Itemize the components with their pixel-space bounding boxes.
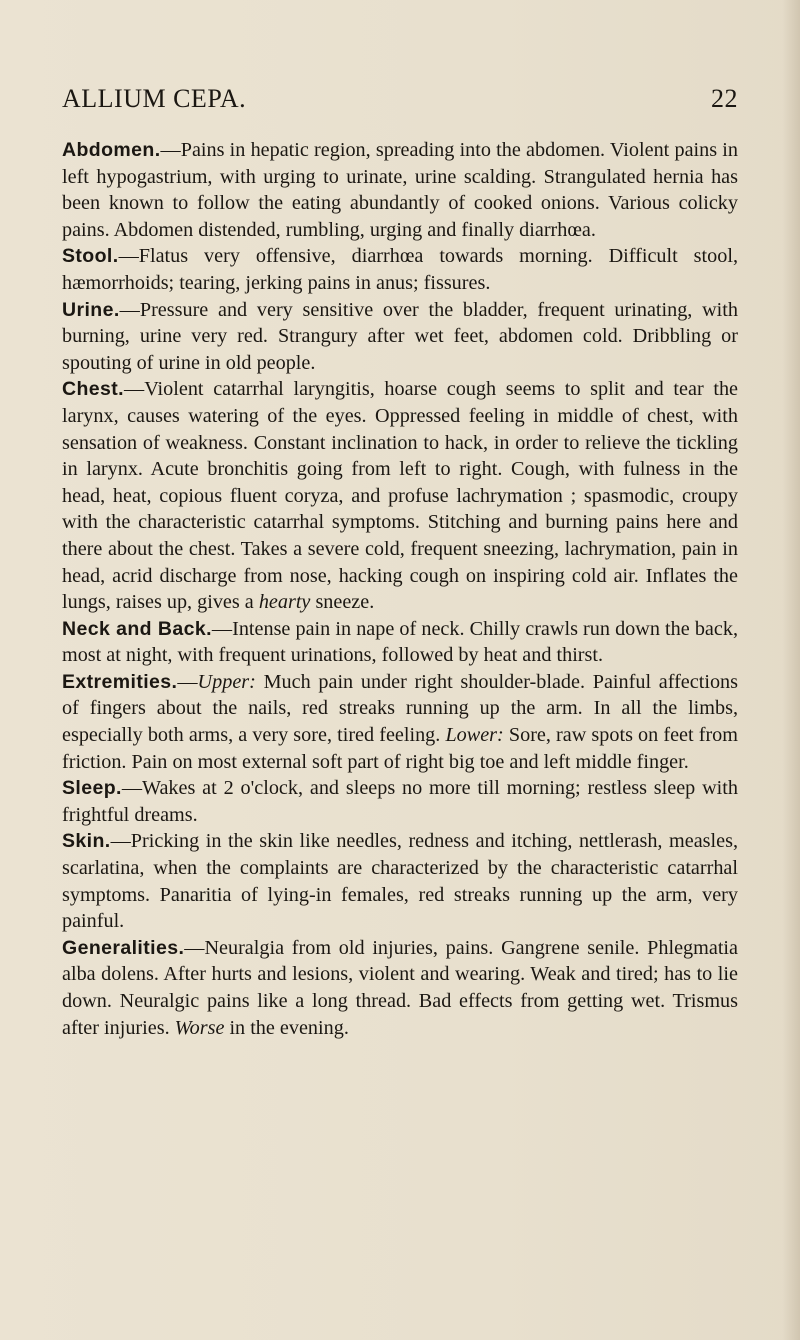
- section-neck-and-back: [62, 616, 738, 669]
- section-generalities: [62, 935, 738, 1041]
- section-text: Much pain under right shoulder-blade. Painful affections of fingers about the nails, red streaks running up the arm. In all the limbs, especially both arms, a very sore, tired feeling.: [62, 670, 738, 747]
- section-heading: Generalities.: [62, 936, 185, 959]
- section-abdomen: [62, 137, 738, 243]
- section-skin: [62, 828, 738, 934]
- section-extremities: [62, 669, 738, 775]
- section-text: —Violent catarrhal laryngitis, hoarse cough seems to split and tear the larynx, causes watering of the eyes. Oppressed feeling in middle of chest, with sensation of weakness. Constant inclination to hack, in order to relieve the tickling in larynx. Acute bronchitis going from left to right. Cough, with fulness in the head, heat, copious fluent coryza, and profuse lachrymation ; spasmodic, croupy with the characteristic catarrhal symptoms. Stitching and burning pains here and there about the chest. Takes a severe cold, frequent sneezing, lachrymation, pain in head, acrid discharge from nose, hacking cough on inspiring cold air. Inflates the lungs, raises up, gives a: [62, 378, 738, 614]
- emphasis-text: hearty: [258, 591, 311, 614]
- section-heading: Neck and Back.: [62, 617, 212, 640]
- section-text: sneeze.: [310, 591, 375, 614]
- emphasis-text: Worse: [174, 1016, 225, 1039]
- section-text: —Pricking in the skin like needles, redness and itching, nettlerash, measles, scarlatina, when the complaints are characterized by the characteristic catarrhal symptoms. Panaritia of lying-in females, red streaks running up the arm, very painful.: [62, 830, 738, 933]
- page-number: 22: [711, 84, 738, 113]
- section-stool: [62, 243, 738, 296]
- lower-label: Lower:: [445, 724, 504, 747]
- dash: —: [177, 670, 198, 693]
- section-text: —Neuralgia from old injuries, pains. Gangrene senile. Phlegmatia alba dolens. After hurts and lesions, violent and wearing. Weak and tired; has to lie down. Neuralgic pains like a long thread. Bad effects from getting wet. Trismus after injuries.: [62, 936, 738, 1039]
- section-text: Sore, raw spots on feet from friction. Pain on most external soft part of right big toe and left middle finger.: [62, 724, 738, 773]
- section-urine: [62, 297, 738, 377]
- section-text: —Flatus very offensive, diarrhœa towards morning. Difficult stool, hæmorrhoids; tearing, jerking pains in anus; fissures.: [62, 245, 738, 294]
- page-edge-shadow: [782, 0, 800, 1340]
- section-heading: Skin.: [62, 830, 111, 853]
- running-title: ALLIUM CEPA.: [62, 84, 247, 113]
- upper-label: Upper:: [197, 670, 256, 693]
- section-heading: Sleep.: [62, 777, 122, 800]
- section-text: —Wakes at 2 o'clock, and sleeps no more till morning; restless sleep with frightful dreams.: [62, 777, 738, 826]
- section-sleep: [62, 775, 738, 828]
- section-heading: Abdomen.: [62, 139, 161, 161]
- section-text: —Pressure and very sensitive over the bladder, frequent urinating, with burning, urine very red. Strangury after wet feet, abdomen cold. Dribbling or spouting of urine in old people.: [62, 298, 738, 374]
- section-chest: [62, 376, 738, 615]
- section-heading: Extremities.: [62, 670, 178, 693]
- body-text: [62, 137, 738, 1041]
- running-header: [62, 84, 738, 118]
- section-heading: Urine.: [62, 298, 120, 321]
- section-text: —Pains in hepatic region, spreading into the abdomen. Violent pains in left hypogastrium, with urging to urinate, urine scalding. Strangulated hernia has been known to follow the eating abundantly of cooked onions. Various colicky pains. Abdomen distended, rumbling, urging and finally diarrhœa.: [62, 139, 738, 241]
- section-text: in the evening.: [224, 1016, 349, 1039]
- section-text: —Intense pain in nape of neck. Chilly crawls run down the back, most at night, with frequent urinations, followed by heat and thirst.: [62, 617, 738, 667]
- section-heading: Stool.: [62, 245, 119, 268]
- section-heading: Chest.: [62, 378, 124, 401]
